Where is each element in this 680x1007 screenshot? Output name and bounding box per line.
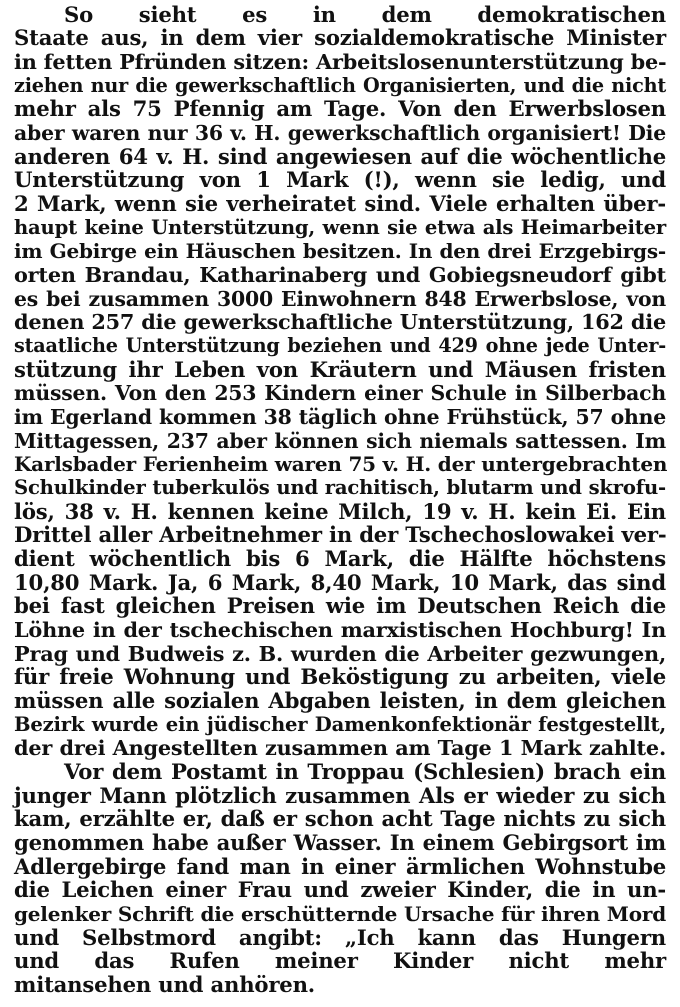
text-line: Schulkinder tuberkulös und rachitisch, blutarm und skrofu- [14,476,666,499]
text-line: staatliche Unterstützung beziehen und 429 ohne jede Unter- [14,334,666,357]
text-line: Staate aus, in dem vier sozialdemokratische Minister [14,25,666,50]
text-line: Drittel aller Arbeitnehmer in der Tschechoslowakei ver- [14,522,667,547]
text-line: es bei zusammen 3000 Einwohnern 848 Erwerbslose, von [14,287,666,311]
text-line: müssen. Von den 253 Kindern einer Schule in Silberbach [14,381,666,405]
text-line: ziehen nur die gewerkschaftlich Organisierten, und die nicht [14,74,666,97]
text-line: 2 Mark, wenn sie verheiratet sind. Viele erhalten über- [14,191,666,216]
text-line: Vor dem Postamt in Troppau (Schlesien) brach ein [64,759,666,784]
text-line: lös, 38 v. H. kennen keine Milch, 19 v. H. kein Ei. Ein [14,499,666,524]
text-line: im Gebirge ein Häuschen besitzen. In den drei Erzgebirgs- [14,239,666,263]
text-line: der drei Angestellten zusammen am Tage 1 Mark zahlte. [14,735,666,760]
text-line: im Egerland kommen 38 täglich ohne Frühstück, 57 ohne [14,405,666,429]
text-line: gelenker Schrift die erschütternde Ursache für ihren Mord [14,902,666,926]
text-line: haupt keine Unterstützung, wenn sie etwa als Heimarbeiter [14,216,666,239]
text-line: müssen alle sozialen Abgaben leisten, in dem gleichen [14,688,666,713]
text-line: denen 257 die gewerkschaftliche Unterstützung, 162 die [14,309,666,334]
text-line: So sieht es in dem demokratischen [64,2,666,27]
text-line: Unterstützung von 1 Mark (!), wenn sie ledig, und [14,167,666,192]
text-line: bei fast gleichen Preisen wie im Deutschen Reich die [14,593,666,618]
text-line: und das Rufen meiner Kinder nicht mehr [14,948,666,973]
text-line: Mittagessen, 237 aber können sich niemals sattessen. Im [14,429,666,453]
text-line: die Leichen einer Frau und zweier Kinder, die in un- [14,877,666,902]
text-line: Karlsbader Ferienheim waren 75 v. H. der untergebrachten [14,452,668,476]
text-line: junger Mann plötzlich zusammen Als er wieder zu sich [14,783,666,808]
text-line: mitansehen und anhören. [14,972,315,997]
text-line: für freie Wohnung und Beköstigung zu arbeiten, viele [14,664,666,689]
text-line: anderen 64 v. H. sind angewiesen auf die wöchentliche [14,144,666,169]
text-line: in fetten Pfründen sitzen: Arbeitslosenunterstützung be- [14,49,667,74]
text-line: Bezirk wurde ein jüdischer Damenkonfektionär festgestellt, [14,713,666,736]
text-line: dient wöchentlich bis 6 Mark, die Hälfte höchstens [14,546,666,571]
text-line: Adlergebirge fand man in einer ärmlichen Wohnstube [14,854,666,879]
text-line: stützung ihr Leben von Kräutern und Mäusen fristen [14,357,666,382]
text-line: Löhne in der tschechischen marxistischen Hochburg! In [14,617,666,642]
text-line: mehr als 75 Pfennig am Tage. Von den Erwerbslosen [14,96,666,121]
text-line: aber waren nur 36 v. H. gewerkschaftlich organisiert! Die [14,121,666,145]
text-line: genommen habe außer Wasser. In einem Gebirgsort im [14,830,666,855]
text-line: kam, erzählte er, daß er schon acht Tage nichts zu sich [14,806,666,831]
text-line: und Selbstmord angibt: „Ich kann das Hungern [14,925,666,950]
text-line: 10,80 Mark. Ja, 6 Mark, 8,40 Mark, 10 Mark, das sind [14,570,666,595]
text-line: Prag und Budweis z. B. wurden die Arbeiter gezwungen, [14,641,666,666]
text-line: orten Brandau, Katharinaberg und Gobiegsneudorf gibt [14,262,666,287]
